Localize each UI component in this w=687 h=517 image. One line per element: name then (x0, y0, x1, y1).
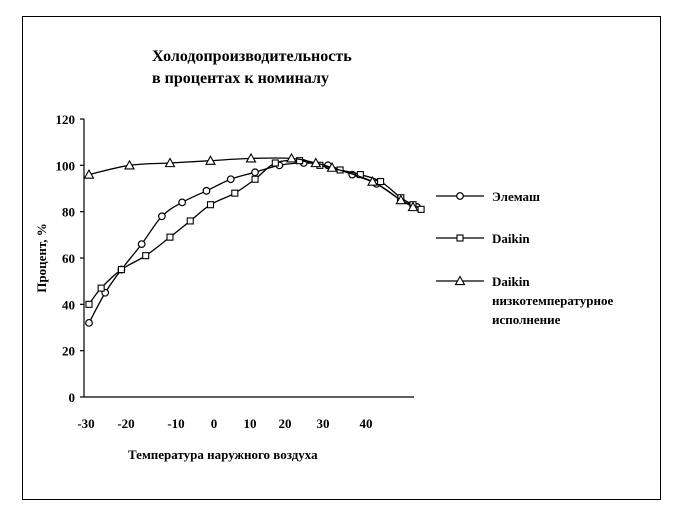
chart-title-line-2: в процентах к номиналу (152, 70, 329, 87)
data-point-square (98, 285, 104, 291)
x-ticks (77, 416, 372, 431)
y-tick-label: 40 (62, 297, 75, 313)
y-axis-label: Процент, % (34, 223, 49, 293)
data-point-circle (179, 199, 186, 206)
y-tick-label: 80 (62, 204, 75, 220)
legend (436, 189, 613, 327)
x-axis-label: Температура наружного воздуха (128, 447, 318, 462)
legend-label: Daikin (492, 274, 530, 289)
x-tick-label: -20 (117, 416, 135, 431)
y-ticks (56, 112, 85, 405)
data-point-circle (138, 241, 145, 248)
data-point-circle (203, 188, 210, 195)
x-tick-label: 30 (316, 416, 330, 431)
data-point-square (86, 301, 92, 307)
legend-item (436, 189, 540, 204)
y-tick-label: 20 (62, 343, 75, 359)
y-tick-label: 0 (68, 390, 75, 405)
data-point-square (167, 234, 173, 240)
legend-item (436, 274, 613, 327)
chart-title-line-1: Холодопроизводительность (152, 48, 352, 65)
x-tick-label: -10 (167, 416, 185, 431)
data-point-square (187, 218, 193, 224)
data-point-square (208, 202, 214, 208)
x-tick-label: 20 (278, 416, 292, 431)
data-point-square (118, 267, 124, 273)
data-point-square (272, 160, 278, 166)
data-point-circle (86, 320, 93, 327)
y-tick-label: 100 (55, 158, 75, 174)
data-point-square (232, 190, 238, 196)
legend-marker-circle (457, 193, 464, 200)
legend-marker-square (457, 235, 463, 241)
legend-label: Элемаш (492, 189, 540, 204)
x-tick-label: 0 (210, 416, 218, 431)
data-point-circle (252, 169, 259, 176)
y-tick-label: 60 (62, 251, 75, 266)
x-tick-label: 10 (243, 416, 257, 431)
data-point-circle (227, 176, 234, 183)
x-tick-label: -30 (77, 416, 95, 431)
legend-item (436, 231, 530, 246)
data-point-circle (159, 213, 166, 220)
data-point-square (143, 253, 149, 259)
series-layer (85, 154, 425, 326)
legend-label: Daikin (492, 231, 530, 246)
legend-label: низкотемпературное (492, 293, 614, 308)
y-tick-label: 120 (55, 112, 75, 127)
data-point-square (378, 179, 384, 185)
x-tick-label: 40 (359, 416, 373, 431)
data-point-square (252, 176, 258, 182)
legend-label: исполнение (492, 312, 561, 327)
data-point-square (418, 206, 424, 212)
